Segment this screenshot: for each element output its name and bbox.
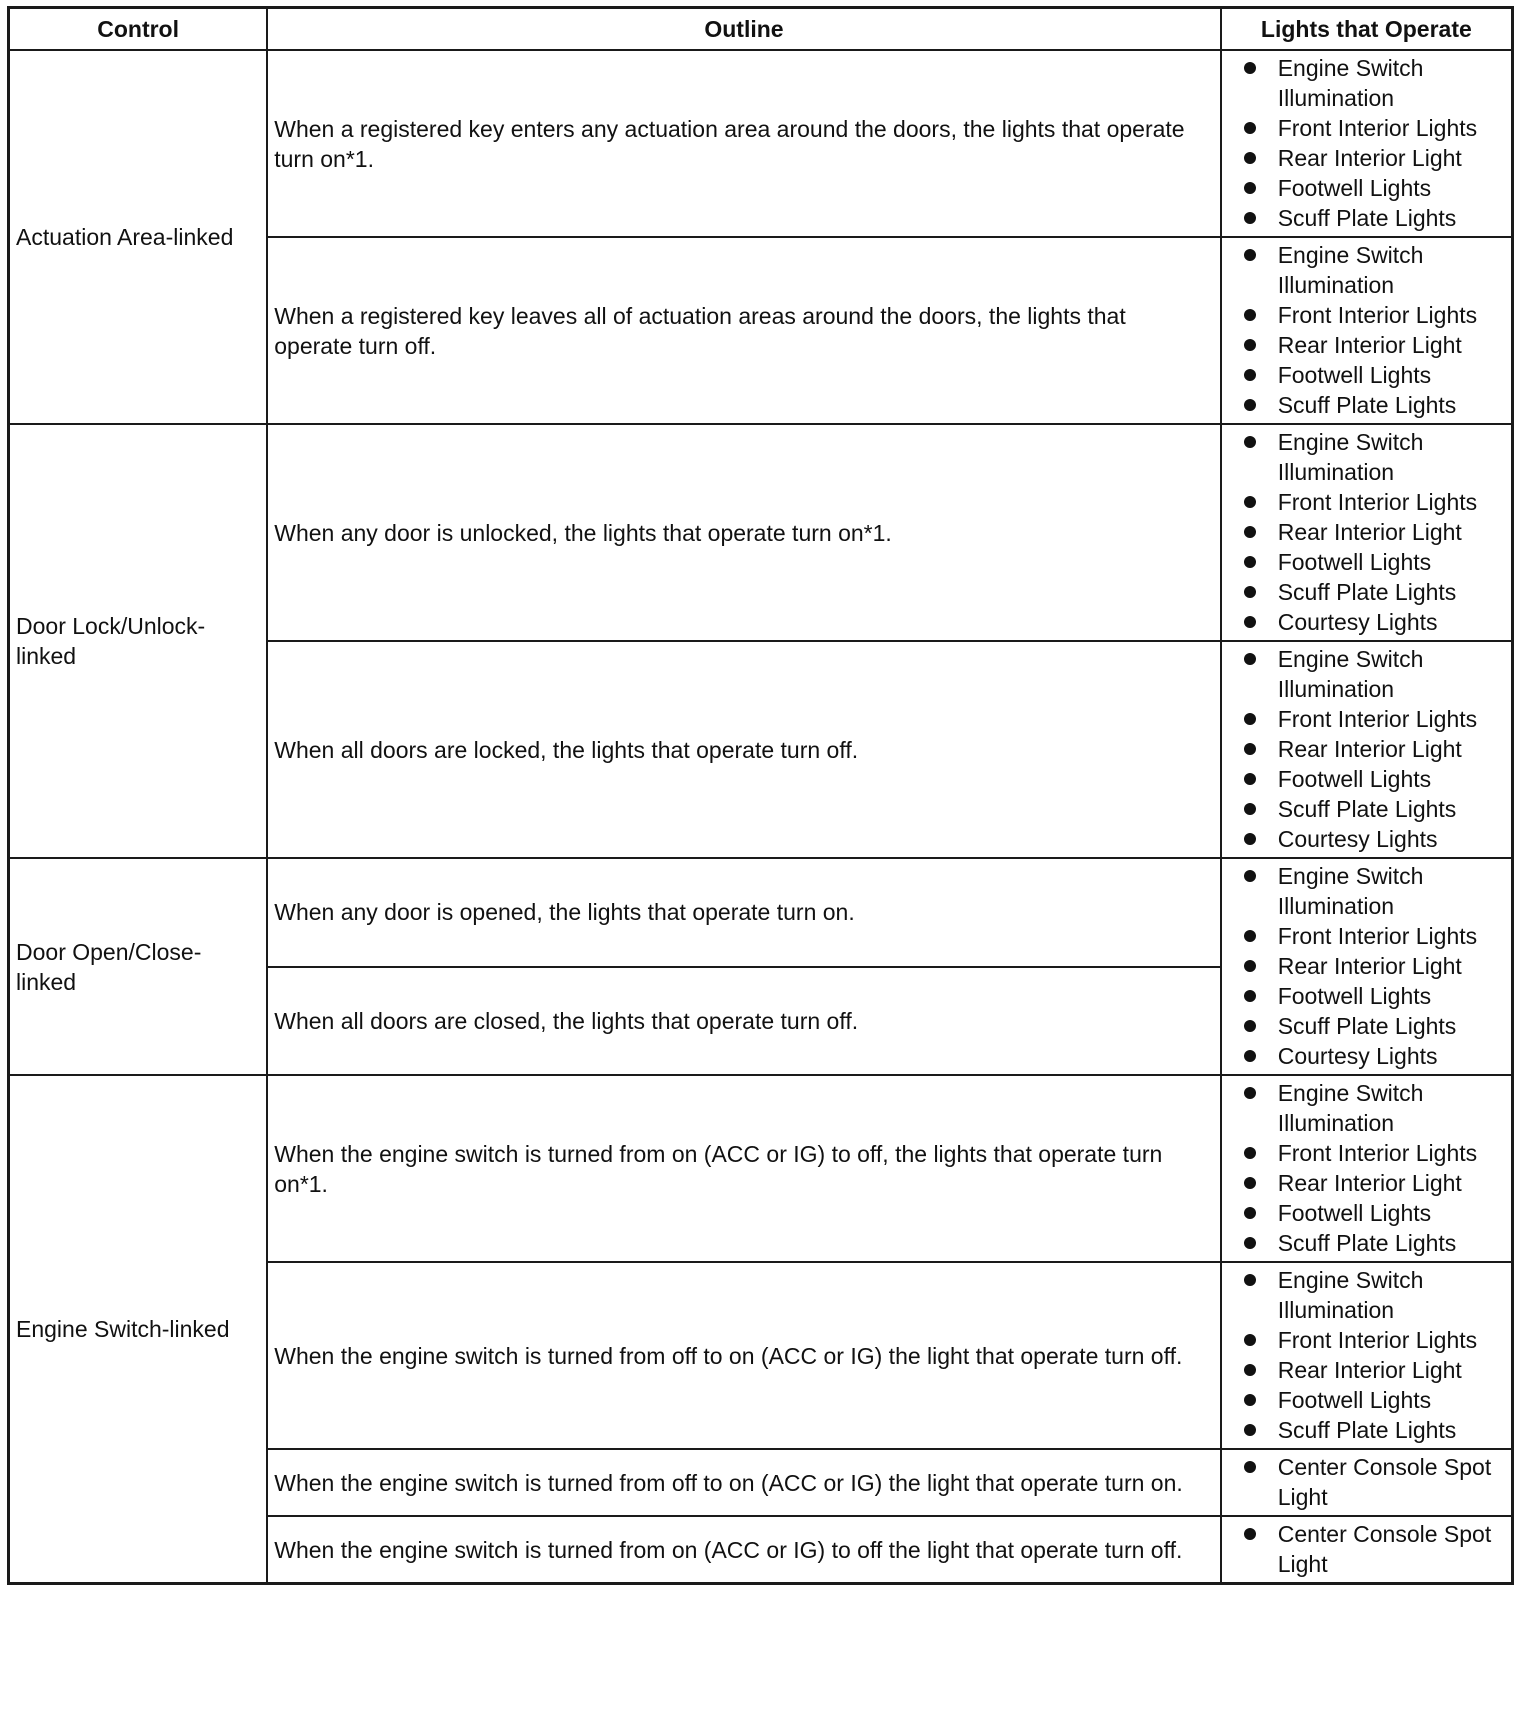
outline-cell: When a registered key leaves all of actuation areas around the doors, the lights that operate turn off.: [267, 237, 1220, 424]
light-item: Front Interior Lights: [1242, 487, 1503, 517]
light-item: Center Console Spot Light: [1242, 1452, 1503, 1512]
light-item: Engine Switch Illumination: [1242, 1265, 1503, 1325]
light-item: Engine Switch Illumination: [1242, 644, 1503, 704]
lights-cell: [1221, 1075, 1513, 1262]
lights-cell: [1221, 1449, 1513, 1516]
lights-list: [1242, 53, 1503, 233]
light-item: Footwell Lights: [1242, 360, 1503, 390]
control-actuation-area: Actuation Area-linked: [9, 50, 268, 424]
lights-list: [1242, 861, 1503, 1071]
lights-list: [1242, 1265, 1503, 1445]
light-item: Footwell Lights: [1242, 1385, 1503, 1415]
lights-cell: [1221, 50, 1513, 237]
outline-cell: When the engine switch is turned from off to on (ACC or IG) the light that operate turn on.: [267, 1449, 1220, 1516]
light-item: Engine Switch Illumination: [1242, 240, 1503, 300]
light-item: Rear Interior Light: [1242, 951, 1503, 981]
light-item: Footwell Lights: [1242, 173, 1503, 203]
light-item: Courtesy Lights: [1242, 824, 1503, 854]
lights-cell: [1221, 641, 1513, 858]
light-item: Front Interior Lights: [1242, 1138, 1503, 1168]
light-item: Front Interior Lights: [1242, 113, 1503, 143]
light-item: Scuff Plate Lights: [1242, 203, 1503, 233]
header-control: Control: [9, 8, 268, 51]
header-lights: Lights that Operate: [1221, 8, 1513, 51]
lights-list: [1242, 644, 1503, 854]
lights-cell: [1221, 237, 1513, 424]
lights-cell: [1221, 1262, 1513, 1449]
light-item: Scuff Plate Lights: [1242, 794, 1503, 824]
lights-list: [1242, 1452, 1503, 1512]
light-item: Scuff Plate Lights: [1242, 390, 1503, 420]
light-item: Front Interior Lights: [1242, 921, 1503, 951]
light-item: Scuff Plate Lights: [1242, 1415, 1503, 1445]
light-item: Footwell Lights: [1242, 547, 1503, 577]
light-item: Footwell Lights: [1242, 1198, 1503, 1228]
light-item: Footwell Lights: [1242, 764, 1503, 794]
light-item: Rear Interior Light: [1242, 734, 1503, 764]
light-item: Front Interior Lights: [1242, 1325, 1503, 1355]
light-item: Rear Interior Light: [1242, 330, 1503, 360]
light-item: Courtesy Lights: [1242, 607, 1503, 637]
light-item: Engine Switch Illumination: [1242, 1078, 1503, 1138]
light-item: Rear Interior Light: [1242, 143, 1503, 173]
lights-list: [1242, 1078, 1503, 1258]
light-item: Front Interior Lights: [1242, 704, 1503, 734]
outline-cell: When all doors are locked, the lights that operate turn off.: [267, 641, 1220, 858]
light-item: Engine Switch Illumination: [1242, 53, 1503, 113]
outline-cell: When a registered key enters any actuation area around the doors, the lights that operate turn on*1.: [267, 50, 1220, 237]
light-item: Engine Switch Illumination: [1242, 861, 1503, 921]
outline-cell: When the engine switch is turned from on (ACC or IG) to off, the lights that operate turn on*1.: [267, 1075, 1220, 1262]
table-row: [9, 858, 1513, 967]
light-item: Scuff Plate Lights: [1242, 1011, 1503, 1041]
table-row: [9, 1075, 1513, 1262]
lighting-control-table: [7, 6, 1514, 1585]
header-outline: Outline: [267, 8, 1220, 51]
outline-cell: When the engine switch is turned from on (ACC or IG) to off the light that operate turn off.: [267, 1516, 1220, 1584]
light-item: Front Interior Lights: [1242, 300, 1503, 330]
lights-cell: [1221, 424, 1513, 641]
table-row: [9, 50, 1513, 237]
outline-cell: When the engine switch is turned from off to on (ACC or IG) the light that operate turn off.: [267, 1262, 1220, 1449]
light-item: Engine Switch Illumination: [1242, 427, 1503, 487]
light-item: Scuff Plate Lights: [1242, 1228, 1503, 1258]
control-door-open: Door Open/Close-linked: [9, 858, 268, 1075]
control-door-lock: Door Lock/Unlock-linked: [9, 424, 268, 858]
light-item: Rear Interior Light: [1242, 517, 1503, 547]
lights-cell: [1221, 858, 1513, 1075]
light-item: Rear Interior Light: [1242, 1355, 1503, 1385]
light-item: Center Console Spot Light: [1242, 1519, 1503, 1579]
light-item: Footwell Lights: [1242, 981, 1503, 1011]
lights-list: [1242, 1519, 1503, 1579]
light-item: Scuff Plate Lights: [1242, 577, 1503, 607]
lights-cell: [1221, 1516, 1513, 1584]
outline-cell: When all doors are closed, the lights that operate turn off.: [267, 967, 1220, 1076]
light-item: Rear Interior Light: [1242, 1168, 1503, 1198]
outline-cell: When any door is unlocked, the lights that operate turn on*1.: [267, 424, 1220, 641]
outline-cell: When any door is opened, the lights that operate turn on.: [267, 858, 1220, 967]
header-row: [9, 8, 1513, 51]
table-row: [9, 424, 1513, 641]
control-engine-switch: Engine Switch-linked: [9, 1075, 268, 1584]
lights-list: [1242, 240, 1503, 420]
light-item: Courtesy Lights: [1242, 1041, 1503, 1071]
lights-list: [1242, 427, 1503, 637]
